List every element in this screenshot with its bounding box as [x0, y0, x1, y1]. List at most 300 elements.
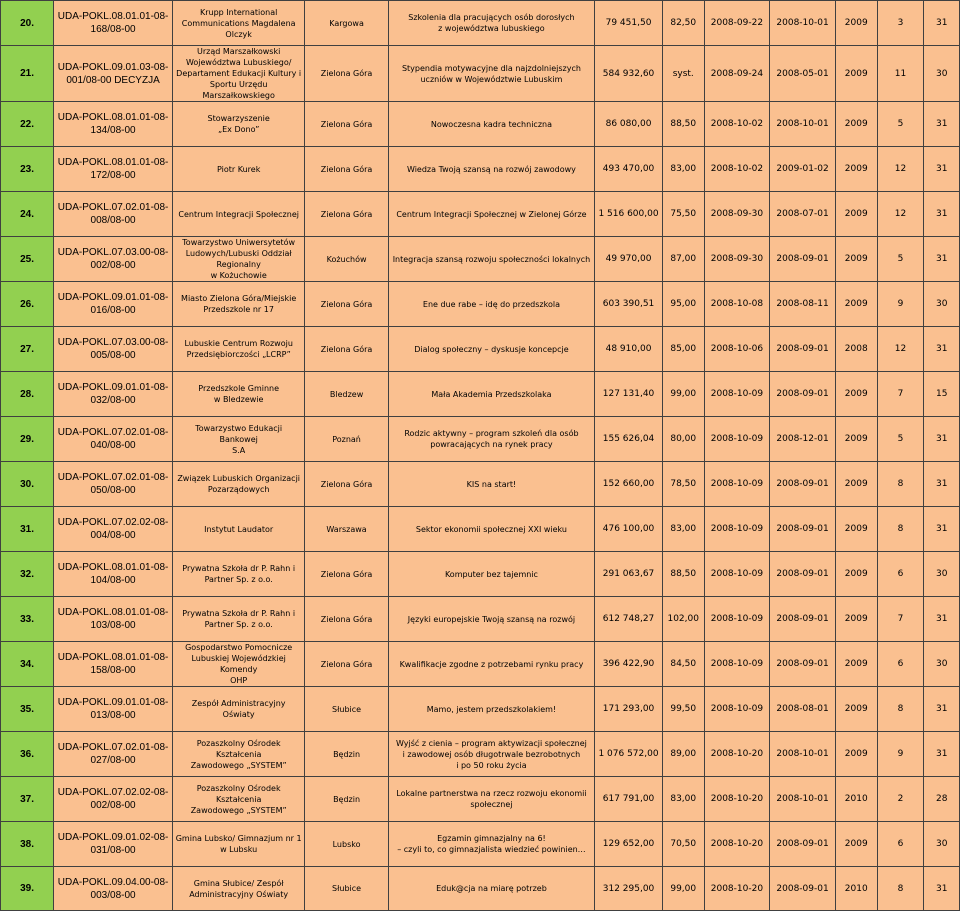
agreement-code-line: UDA-POKL.08.01.01-08- — [57, 652, 169, 663]
end-month-cell: 7 — [877, 597, 924, 642]
cofinancing-cell: 83,00 — [662, 777, 704, 822]
end-year-cell: 2009 — [835, 147, 877, 192]
beneficiary-line: Prywatna Szkoła dr P. Rahn i — [182, 609, 296, 618]
cofinancing-cell: 87,00 — [662, 237, 704, 282]
city-cell: Zielona Góra — [305, 327, 388, 372]
signing-date-cell: 2008-10-06 — [704, 327, 770, 372]
start-date-cell: 2008-09-01 — [770, 822, 836, 867]
row-number-cell: 28. — [1, 372, 54, 417]
start-date-cell: 2009-01-02 — [770, 147, 836, 192]
start-date-cell: 2008-09-01 — [770, 552, 836, 597]
city-cell: Lubsko — [305, 822, 388, 867]
cofinancing-cell: syst. — [662, 46, 704, 102]
cofinancing-cell: 88,50 — [662, 102, 704, 147]
table-row — [1, 642, 960, 687]
agreement-code-cell — [54, 192, 173, 237]
project-title-line: Dialog społeczny – dyskusje koncepcje — [414, 344, 569, 354]
cofinancing-cell: 85,00 — [662, 327, 704, 372]
project-value-cell: 86 080,00 — [595, 102, 663, 147]
table-row — [1, 46, 960, 102]
end-day-cell: 31 — [924, 237, 960, 282]
beneficiary-cell — [172, 237, 304, 282]
project-value-cell: 396 422,90 — [595, 642, 663, 687]
agreement-code-line: UDA-POKL.07.02.01-08- — [57, 427, 169, 438]
beneficiary-line: Gmina Lubsko/ Gimnazjum nr 1 — [175, 834, 302, 843]
city-cell: Zielona Góra — [305, 46, 388, 102]
end-year-cell: 2009 — [835, 822, 877, 867]
city-cell: Kożuchów — [305, 237, 388, 282]
beneficiary-cell — [172, 462, 304, 507]
cofinancing-cell: 95,00 — [662, 282, 704, 327]
start-date-cell: 2008-10-01 — [770, 102, 836, 147]
beneficiary-line: Związek Lubuskich Organizacji — [177, 474, 301, 483]
end-year-cell: 2009 — [835, 552, 877, 597]
agreement-code-line: UDA-POKL.08.01.01-08- — [57, 607, 169, 618]
end-day-cell: 31 — [924, 507, 960, 552]
start-date-cell: 2008-09-01 — [770, 597, 836, 642]
project-title-cell — [388, 192, 594, 237]
end-day-cell: 31 — [924, 687, 960, 732]
project-value-cell: 155 626,04 — [595, 417, 663, 462]
table-row — [1, 192, 960, 237]
project-title-cell — [388, 46, 594, 102]
agreement-code-line: 032/08-00 — [90, 395, 136, 406]
beneficiary-line: Zespół Administracyjny Oświaty — [191, 699, 286, 719]
table-row — [1, 552, 960, 597]
cofinancing-cell: 84,50 — [662, 642, 704, 687]
agreement-code-line: UDA-POKL.08.01.01-08- — [57, 157, 169, 168]
project-title-cell — [388, 282, 594, 327]
end-day-cell: 31 — [924, 192, 960, 237]
project-title-cell — [388, 417, 594, 462]
end-day-cell: 31 — [924, 867, 960, 911]
agreement-code-line: 013/08-00 — [90, 710, 136, 721]
beneficiary-line: Partner Sp. z o.o. — [204, 620, 273, 629]
beneficiary-cell — [172, 372, 304, 417]
project-value-cell: 603 390,51 — [595, 282, 663, 327]
beneficiary-line: w Lubsku — [220, 845, 258, 854]
beneficiary-cell — [172, 687, 304, 732]
signing-date-cell: 2008-10-09 — [704, 507, 770, 552]
agreement-code-line: UDA-POKL.09.01.01-08- — [57, 382, 169, 393]
signing-date-cell: 2008-09-30 — [704, 192, 770, 237]
end-month-cell: 7 — [877, 372, 924, 417]
start-date-cell: 2008-09-01 — [770, 507, 836, 552]
row-number-cell: 34. — [1, 642, 54, 687]
end-year-cell: 2009 — [835, 237, 877, 282]
signing-date-cell: 2008-10-20 — [704, 822, 770, 867]
city-cell: Bledzew — [305, 372, 388, 417]
agreement-code-line: UDA-POKL.09.01.01-08- — [57, 292, 169, 303]
project-title-line: Wiedza Twoją szansą na rozwój zawodowy — [406, 164, 576, 174]
project-value-cell: 1 516 600,00 — [595, 192, 663, 237]
city-cell: Poznań — [305, 417, 388, 462]
row-number-cell: 36. — [1, 732, 54, 777]
project-title-cell — [388, 237, 594, 282]
project-title-line: społecznej — [470, 800, 513, 809]
beneficiary-cell — [172, 732, 304, 777]
agreement-code-cell — [54, 46, 173, 102]
end-month-cell: 5 — [877, 417, 924, 462]
project-title-line: Kwalifikacje zgodne z potrzebami rynku pracy — [399, 659, 584, 669]
agreement-code-cell — [54, 327, 173, 372]
table-row — [1, 102, 960, 147]
agreement-code-line: UDA-POKL.09.01.02-08- — [57, 832, 169, 843]
beneficiary-cell — [172, 777, 304, 822]
beneficiary-line: Urząd Marszałkowski — [197, 47, 281, 56]
city-cell: Zielona Góra — [305, 102, 388, 147]
project-title-cell — [388, 147, 594, 192]
end-year-cell: 2009 — [835, 507, 877, 552]
project-title-line: Ene due rabe – idę do przedszkola — [422, 299, 560, 309]
project-title-cell — [388, 372, 594, 417]
beneficiary-cell — [172, 282, 304, 327]
beneficiary-line: Przedszkole Gminne — [198, 384, 280, 393]
project-title-line: Szkolenia dla pracujących osób dorosłych — [408, 13, 575, 22]
cofinancing-cell: 89,00 — [662, 732, 704, 777]
table-row — [1, 282, 960, 327]
end-month-cell: 8 — [877, 867, 924, 911]
project-title-cell — [388, 732, 594, 777]
row-number-cell: 27. — [1, 327, 54, 372]
agreement-code-line: 004/08-00 — [90, 530, 136, 541]
signing-date-cell: 2008-10-09 — [704, 417, 770, 462]
agreement-code-line: UDA-POKL.08.01.01-08- — [57, 112, 169, 123]
beneficiary-cell — [172, 192, 304, 237]
beneficiary-line: Lubuskiej Wojewódzkiej Komendy — [191, 654, 286, 674]
city-cell: Kargowa — [305, 1, 388, 46]
cofinancing-cell: 80,00 — [662, 417, 704, 462]
end-day-cell: 31 — [924, 327, 960, 372]
project-title-cell — [388, 1, 594, 46]
start-date-cell: 2008-09-01 — [770, 237, 836, 282]
project-title-line: Sektor ekonomii społecznej XXI wieku — [415, 524, 567, 534]
table-row — [1, 462, 960, 507]
project-value-cell: 49 970,00 — [595, 237, 663, 282]
project-value-cell: 617 791,00 — [595, 777, 663, 822]
city-cell: Zielona Góra — [305, 192, 388, 237]
signing-date-cell: 2008-09-24 — [704, 46, 770, 102]
agreement-code-line: UDA-POKL.07.02.01-08- — [57, 472, 169, 483]
city-cell: Zielona Góra — [305, 147, 388, 192]
signing-date-cell: 2008-10-09 — [704, 552, 770, 597]
beneficiary-line: Communications Magdalena — [181, 18, 296, 28]
agreement-code-cell — [54, 147, 173, 192]
project-title-line: powracających na rynek pracy — [430, 440, 553, 449]
agreement-code-line: UDA-POKL.09.04.00-08- — [57, 876, 169, 888]
row-number-cell: 37. — [1, 777, 54, 822]
end-day-cell: 31 — [924, 147, 960, 192]
cofinancing-cell: 88,50 — [662, 552, 704, 597]
agreement-code-cell — [54, 822, 173, 867]
project-title-cell — [388, 642, 594, 687]
signing-date-cell: 2008-10-09 — [704, 687, 770, 732]
project-title-line: uczniów w Województwie Lubuskim — [420, 74, 563, 84]
beneficiary-line: Ludowych/Lubuski Oddział — [185, 249, 292, 258]
project-title-cell — [388, 867, 594, 911]
agreement-code-cell — [54, 597, 173, 642]
project-title-cell — [388, 462, 594, 507]
project-value-cell: 493 470,00 — [595, 147, 663, 192]
city-cell: Zielona Góra — [305, 462, 388, 507]
row-number-cell: 23. — [1, 147, 54, 192]
start-date-cell: 2008-10-01 — [770, 732, 836, 777]
beneficiary-line: Pozaszkolny Ośrodek Kształcenia — [196, 738, 281, 759]
signing-date-cell: 2008-10-09 — [704, 372, 770, 417]
row-number-cell: 26. — [1, 282, 54, 327]
cofinancing-cell: 83,00 — [662, 147, 704, 192]
end-year-cell: 2009 — [835, 687, 877, 732]
agreement-code-line: 050/08-00 — [90, 485, 136, 496]
beneficiary-line: Prywatna Szkoła dr P. Rahn i — [182, 564, 296, 573]
agreement-code-cell — [54, 732, 173, 777]
table-row — [1, 147, 960, 192]
row-number-cell: 32. — [1, 552, 54, 597]
beneficiary-line: Pozaszkolny Ośrodek Kształcenia — [196, 783, 281, 804]
end-day-cell: 31 — [924, 417, 960, 462]
project-value-cell: 48 910,00 — [595, 327, 663, 372]
beneficiary-line: „Ex Dono” — [217, 125, 260, 134]
city-cell: Będzin — [305, 777, 388, 822]
agreement-code-line: 040/08-00 — [90, 440, 136, 451]
start-date-cell: 2008-10-01 — [770, 1, 836, 46]
table-row — [1, 1, 960, 46]
beneficiary-line: Przedszkole nr 17 — [203, 305, 274, 314]
project-title-cell — [388, 552, 594, 597]
agreement-code-cell — [54, 777, 173, 822]
signing-date-cell: 2008-09-22 — [704, 1, 770, 46]
beneficiary-cell — [172, 417, 304, 462]
beneficiary-line: Zawodowego „SYSTEM” — [190, 760, 287, 770]
start-date-cell: 2008-09-01 — [770, 867, 836, 911]
end-day-cell: 30 — [924, 552, 960, 597]
agreement-code-line: UDA-POKL.07.02.01-08- — [57, 202, 169, 213]
end-year-cell: 2009 — [835, 417, 877, 462]
end-day-cell: 31 — [924, 597, 960, 642]
row-number-cell: 38. — [1, 822, 54, 867]
beneficiary-line: w Kożuchowie — [210, 271, 267, 280]
beneficiary-line: Centrum Integracji Społecznej — [178, 209, 299, 219]
end-month-cell: 9 — [877, 732, 924, 777]
row-number-cell: 22. — [1, 102, 54, 147]
city-cell: Warszawa — [305, 507, 388, 552]
agreement-code-cell — [54, 237, 173, 282]
signing-date-cell: 2008-09-30 — [704, 237, 770, 282]
table-row — [1, 687, 960, 732]
table-row — [1, 327, 960, 372]
agreement-code-line: 005/08-00 — [90, 350, 136, 361]
table-row — [1, 597, 960, 642]
table-row — [1, 732, 960, 777]
agreement-code-cell — [54, 102, 173, 147]
beneficiary-line: Towarzystwo Uniwersytetów — [182, 238, 296, 247]
beneficiary-line: w Bledzewie — [213, 395, 264, 404]
end-month-cell: 5 — [877, 102, 924, 147]
project-value-cell: 291 063,67 — [595, 552, 663, 597]
agreement-code-line: 027/08-00 — [90, 755, 136, 766]
table-row — [1, 237, 960, 282]
agreement-code-line: 104/08-00 — [90, 575, 136, 586]
end-year-cell: 2009 — [835, 642, 877, 687]
signing-date-cell: 2008-10-09 — [704, 597, 770, 642]
end-month-cell: 12 — [877, 147, 924, 192]
row-number-cell: 24. — [1, 192, 54, 237]
agreement-code-line: UDA-POKL.07.03.00-08- — [57, 247, 169, 258]
table-row — [1, 867, 960, 911]
beneficiary-line: OHP — [230, 676, 248, 685]
end-day-cell: 31 — [924, 462, 960, 507]
end-year-cell: 2009 — [835, 732, 877, 777]
end-year-cell: 2009 — [835, 192, 877, 237]
beneficiary-cell — [172, 597, 304, 642]
project-title-line: Nowoczesna kadra techniczna — [430, 119, 552, 129]
signing-date-cell: 2008-10-08 — [704, 282, 770, 327]
beneficiary-line: Krupp International — [199, 7, 278, 17]
table-row — [1, 822, 960, 867]
project-value-cell: 79 451,50 — [595, 1, 663, 46]
end-month-cell: 12 — [877, 327, 924, 372]
table-row — [1, 417, 960, 462]
start-date-cell: 2008-08-01 — [770, 687, 836, 732]
project-title-cell — [388, 102, 594, 147]
end-month-cell: 6 — [877, 822, 924, 867]
project-value-cell: 584 932,60 — [595, 46, 663, 102]
end-year-cell: 2009 — [835, 1, 877, 46]
agreement-code-line: UDA-POKL.09.01.03-08- — [57, 61, 169, 73]
project-title-line: Eduk@cja na miarę potrzeb — [436, 884, 547, 893]
project-title-line: i po 50 roku życia — [456, 760, 527, 770]
beneficiary-line: Towarzystwo Edukacji Bankowej — [195, 423, 283, 444]
end-day-cell: 30 — [924, 282, 960, 327]
agreement-code-cell — [54, 642, 173, 687]
agreement-code-cell — [54, 507, 173, 552]
project-title-line: – czyli to, co gimnazjalista wiedzieć powinien… — [397, 845, 586, 854]
city-cell: Będzin — [305, 732, 388, 777]
end-day-cell: 31 — [924, 102, 960, 147]
signing-date-cell: 2008-10-09 — [704, 462, 770, 507]
signing-date-cell: 2008-10-02 — [704, 147, 770, 192]
project-value-cell: 1 076 572,00 — [595, 732, 663, 777]
end-day-cell: 15 — [924, 372, 960, 417]
end-month-cell: 6 — [877, 552, 924, 597]
signing-date-cell: 2008-10-20 — [704, 777, 770, 822]
project-title-line: Stypendia motywacyjne dla najzdolniejszych — [401, 63, 581, 73]
end-year-cell: 2009 — [835, 46, 877, 102]
end-year-cell: 2009 — [835, 102, 877, 147]
beneficiary-cell — [172, 46, 304, 102]
end-year-cell: 2010 — [835, 867, 877, 911]
project-title-line: KIS na start! — [466, 479, 517, 489]
project-title-line: Mamo, jestem przedszkolakiem! — [426, 704, 557, 714]
beneficiary-cell — [172, 102, 304, 147]
beneficiary-cell — [172, 642, 304, 687]
cofinancing-cell: 99,00 — [662, 372, 704, 417]
agreement-code-line: UDA-POKL.08.01.01-08- — [57, 562, 169, 573]
project-value-cell: 612 748,27 — [595, 597, 663, 642]
beneficiary-line: Stowarzyszenie — [207, 114, 270, 123]
project-title-cell — [388, 507, 594, 552]
cofinancing-cell: 75,50 — [662, 192, 704, 237]
row-number-cell: 33. — [1, 597, 54, 642]
end-year-cell: 2009 — [835, 372, 877, 417]
start-date-cell: 2008-07-01 — [770, 192, 836, 237]
beneficiary-line: S.A — [232, 445, 246, 455]
agreement-code-line: 001/08-00 DECYZJA — [66, 74, 160, 86]
agreement-code-line: 008/08-00 — [90, 215, 136, 226]
agreement-code-cell — [54, 687, 173, 732]
end-year-cell: 2009 — [835, 282, 877, 327]
project-title-line: Integracja szansą rozwoju społeczności lokalnych — [392, 254, 591, 264]
beneficiary-line: Partner Sp. z o.o. — [204, 575, 273, 584]
project-title-cell — [388, 327, 594, 372]
start-date-cell: 2008-12-01 — [770, 417, 836, 462]
cofinancing-cell: 82,50 — [662, 1, 704, 46]
row-number-cell: 31. — [1, 507, 54, 552]
beneficiary-cell — [172, 867, 304, 911]
end-month-cell: 3 — [877, 1, 924, 46]
city-cell: Zielona Góra — [305, 552, 388, 597]
end-year-cell: 2008 — [835, 327, 877, 372]
end-day-cell: 30 — [924, 46, 960, 102]
table-row — [1, 777, 960, 822]
beneficiary-line: Gmina Słubice/ Zespół — [193, 878, 284, 888]
beneficiary-cell — [172, 327, 304, 372]
beneficiary-line: Przedsiębiorczości „LCRP” — [186, 350, 291, 359]
end-year-cell: 2009 — [835, 462, 877, 507]
project-title-line: Języki europejskie Twoją szansą na rozwój — [407, 614, 576, 624]
signing-date-cell: 2008-10-20 — [704, 732, 770, 777]
agreement-code-cell — [54, 282, 173, 327]
project-title-line: z województwa lubuskiego — [438, 24, 545, 33]
row-number-cell: 25. — [1, 237, 54, 282]
end-month-cell: 12 — [877, 192, 924, 237]
agreement-code-line: UDA-POKL.09.01.01-08- — [57, 697, 169, 708]
beneficiary-cell — [172, 147, 304, 192]
beneficiary-line: Piotr Kurek — [217, 164, 261, 174]
start-date-cell: 2008-10-01 — [770, 777, 836, 822]
beneficiary-cell — [172, 507, 304, 552]
agreement-code-cell — [54, 372, 173, 417]
agreement-code-line: 002/08-00 — [90, 260, 136, 271]
city-cell: Zielona Góra — [305, 282, 388, 327]
city-cell: Zielona Góra — [305, 642, 388, 687]
cofinancing-cell: 99,00 — [662, 867, 704, 911]
project-title-line: Mała Akademia Przedszkolaka — [431, 389, 552, 399]
beneficiary-line: Departament Edukacji Kultury i — [176, 69, 302, 78]
project-value-cell: 171 293,00 — [595, 687, 663, 732]
cofinancing-cell: 78,50 — [662, 462, 704, 507]
start-date-cell: 2008-08-11 — [770, 282, 836, 327]
project-title-line: Wyjść z cienia – program aktywizacji społecznej — [395, 738, 587, 748]
end-month-cell: 9 — [877, 282, 924, 327]
agreement-code-line: UDA-POKL.07.02.02-08- — [57, 517, 169, 528]
cofinancing-cell: 70,50 — [662, 822, 704, 867]
agreement-code-line: 103/08-00 — [90, 620, 136, 631]
end-day-cell: 31 — [924, 732, 960, 777]
agreement-code-line: 172/08-00 — [90, 170, 136, 181]
project-title-line: Centrum Integracji Społecznej w Zielonej Górze — [396, 209, 587, 219]
beneficiary-line: Pozarządowych — [207, 485, 270, 494]
beneficiary-line: Instytut Laudator — [204, 524, 274, 534]
agreement-code-cell — [54, 462, 173, 507]
beneficiary-line: Olczyk — [225, 29, 252, 39]
end-month-cell: 5 — [877, 237, 924, 282]
beneficiary-line: Sportu Urzędu Marszałkowskiego — [202, 80, 275, 100]
project-title-cell — [388, 597, 594, 642]
end-day-cell: 30 — [924, 822, 960, 867]
project-title-cell — [388, 687, 594, 732]
beneficiary-cell — [172, 822, 304, 867]
